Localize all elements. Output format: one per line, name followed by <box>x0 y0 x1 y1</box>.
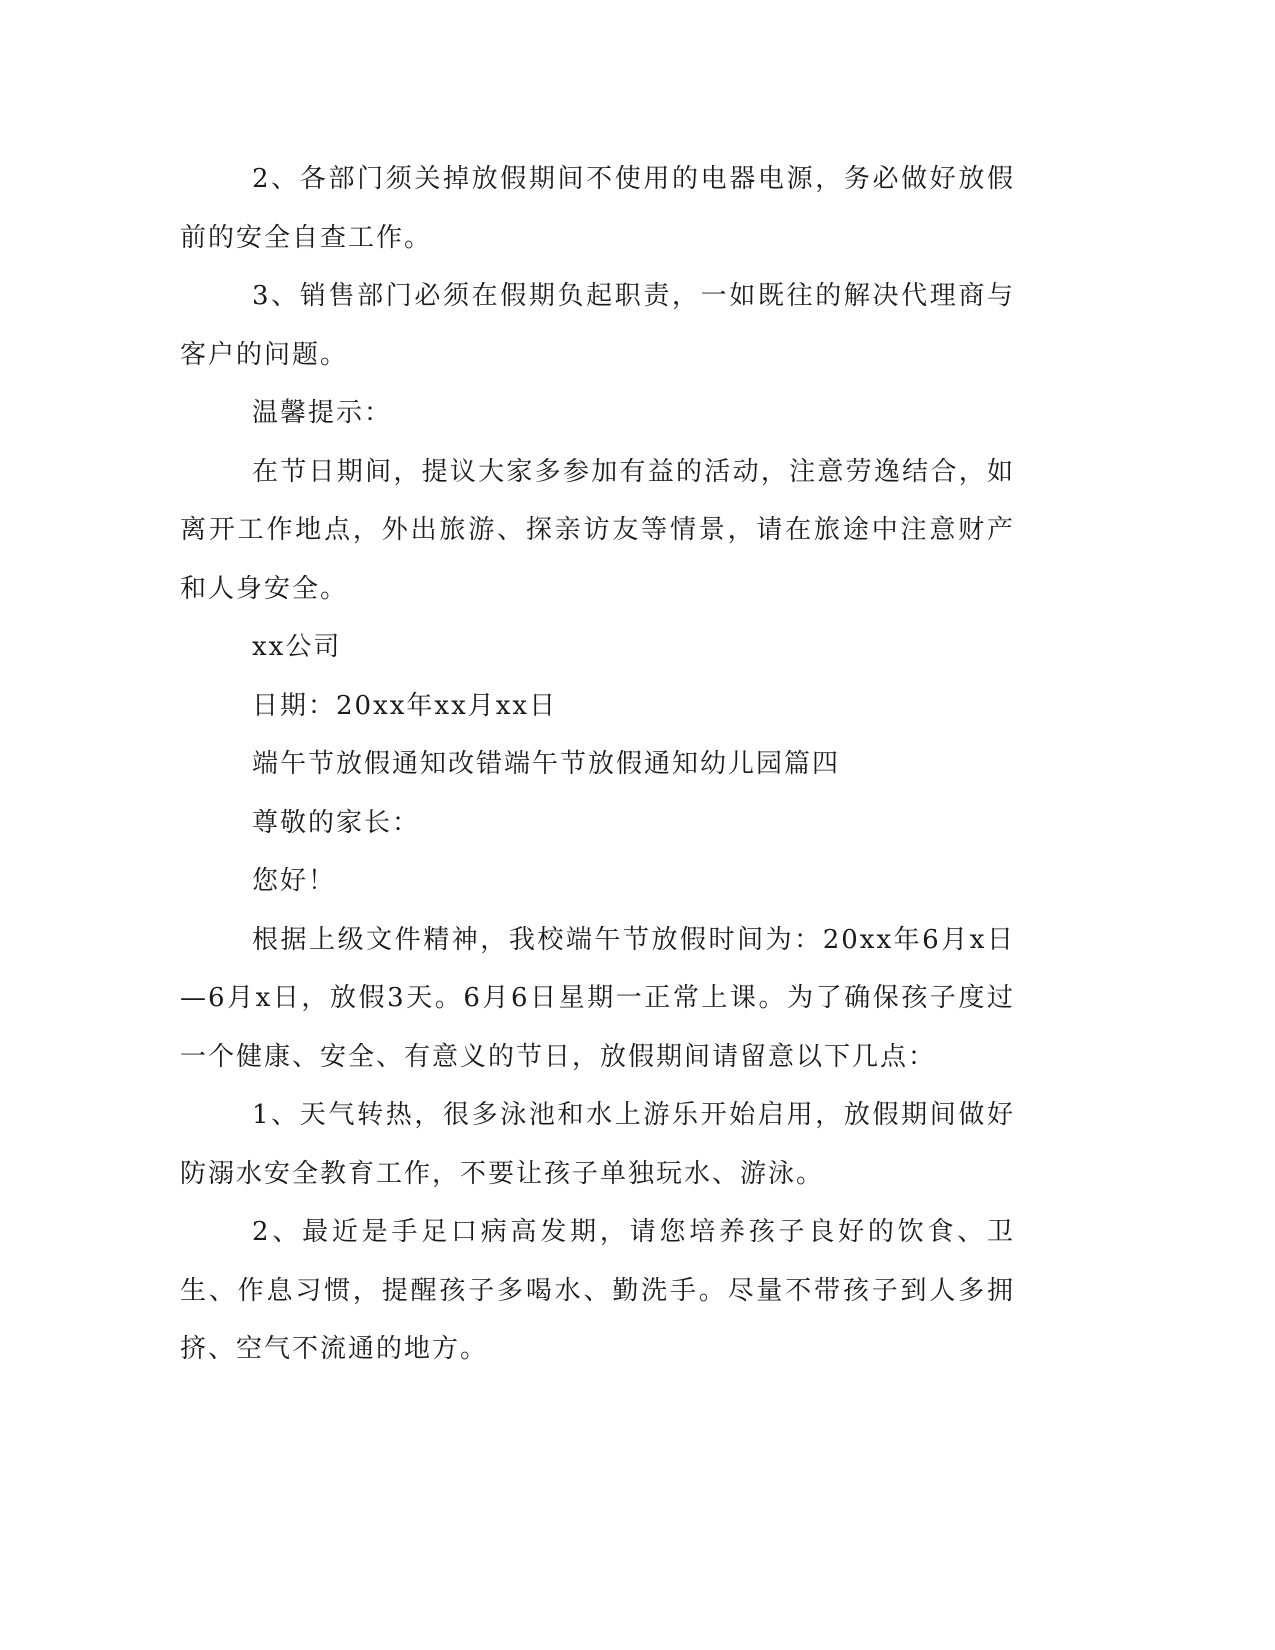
paragraph-item-3-sales-duty: 3、销售部门必须在假期负起职责，一如既往的解决代理商与客户的问题。 <box>180 281 1015 370</box>
reminder-heading: 温馨提示： <box>252 398 393 428</box>
section-title: 端午节放假通知改错端午节放假通知幼儿园篇四 <box>252 749 841 779</box>
greeting: 您好！ <box>252 866 337 896</box>
paragraph-holiday-schedule: 根据上级文件精神，我校端午节放假时间为：20xx年6月x日—6月x日，放假3天。6月6日星期一正常上课。为了确保孩子度过一个健康、安全、有意义的节日，放假期间请留意以下几点： <box>180 924 1015 1072</box>
document-body <box>180 150 1015 1379</box>
paragraph-item-2-hygiene: 2、最近是手足口病高发期，请您培养孩子良好的饮食、卫生、作息习惯，提醒孩子多喝水、勤洗手。尽量不带孩子到人多拥挤、空气不流通的地方。 <box>180 1217 1015 1364</box>
salutation: 尊敬的家长： <box>252 807 421 838</box>
paragraph-item-1-water-safety: 1、天气转热，很多泳池和水上游乐开始启用，放假期间做好防溺水安全教育工作，不要让孩子单独玩水、游泳。 <box>180 1100 1015 1189</box>
signature-date: 日期：20xx年xx月xx日 <box>252 690 558 721</box>
company-signature: xx公司 <box>252 632 342 662</box>
paragraph-item-2-power-off: 2、各部门须关掉放假期间不使用的电器电源，务必做好放假前的安全自查工作。 <box>180 164 1015 253</box>
paragraph-holiday-safety: 在节日期间，提议大家多参加有益的活动，注意劳逸结合，如离开工作地点，外出旅游、探亲访友等情景，请在旅途中注意财产和人身安全。 <box>180 456 1015 604</box>
